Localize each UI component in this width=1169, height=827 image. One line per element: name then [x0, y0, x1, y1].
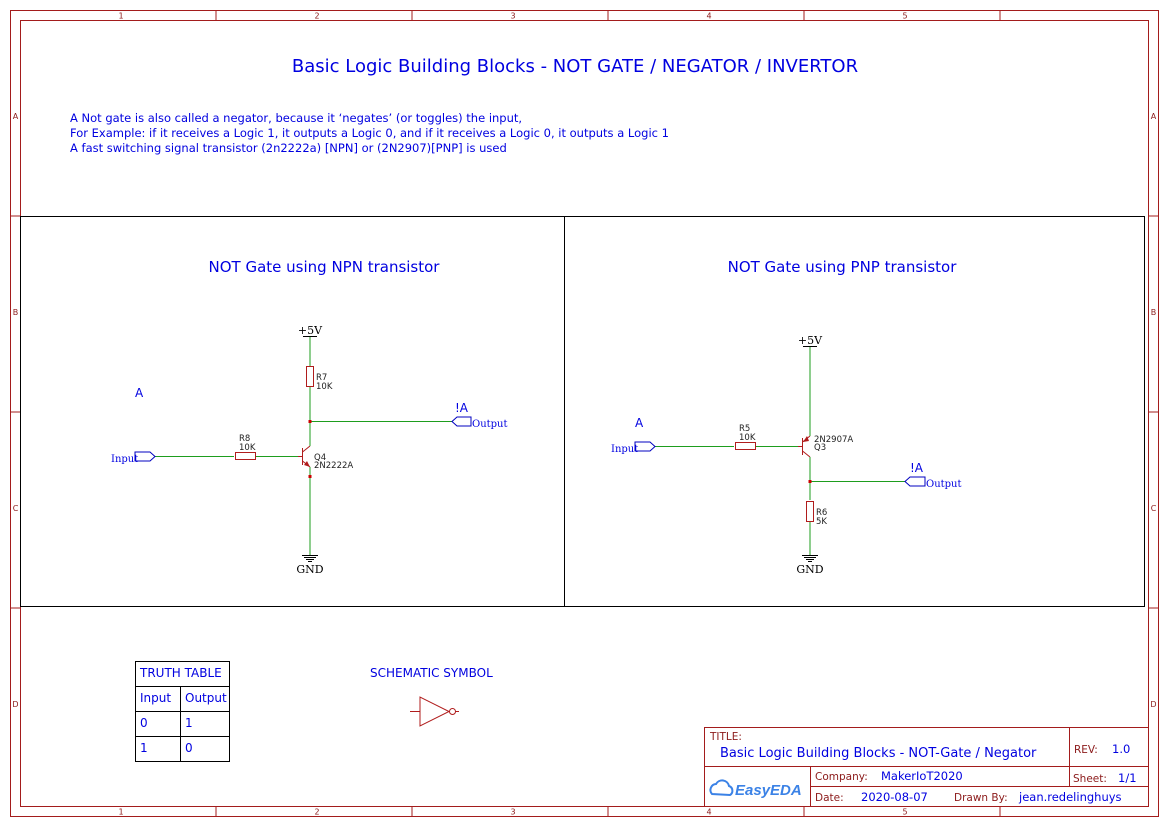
title-block-title: Basic Logic Building Blocks - NOT-Gate / Negator [720, 746, 1037, 761]
npn-input-label: Input [111, 454, 139, 465]
npn-r8-value: 10K [239, 443, 256, 453]
description-line-3: A fast switching signal transistor (2n2222a) [NPN] or (2N2907)[PNP] is used [70, 141, 507, 155]
col-label-bottom-2: 2 [314, 807, 320, 817]
pnp-gnd-symbol [802, 556, 818, 562]
truth-table-header-output: Output [185, 691, 227, 705]
pnp-r6-resistor [807, 502, 814, 522]
npn-output-label: Output [472, 419, 508, 430]
pnp-input-label: Input [611, 444, 639, 455]
title-block-sheet: 1/1 [1118, 771, 1137, 785]
pnp-q3-value: 2N2907A [814, 435, 854, 445]
truth-table-cell: 0 [140, 716, 148, 730]
npn-output-port [452, 417, 471, 426]
npn-gnd-symbol [302, 556, 318, 562]
pnp-r5-value: 10K [739, 433, 756, 443]
row-label-left-d: D [12, 700, 19, 709]
row-label-right-b: B [1150, 308, 1157, 317]
pnp-heading: NOT Gate using PNP transistor [727, 258, 957, 276]
title-block [705, 728, 1149, 807]
npn-r8-ref: R8 [239, 434, 251, 444]
pnp-r5-resistor [736, 443, 756, 450]
npn-q4-value: 2N2222A [314, 461, 354, 471]
npn-r8-resistor [236, 453, 256, 460]
title-block-company: MakerIoT2020 [881, 769, 963, 783]
schematic-symbol-caption: SCHEMATIC SYMBOL [370, 666, 493, 680]
col-label-top-5: 5 [902, 11, 908, 21]
pnp-output-tag: !A [910, 461, 924, 475]
easyeda-logo [710, 780, 801, 799]
title-block-company-label: Company: [815, 771, 868, 783]
row-label-right-a: A [1150, 112, 1157, 121]
col-label-bottom-4: 4 [706, 807, 712, 817]
title-block-title-label: TITLE: [710, 731, 742, 743]
npn-gnd-label: GND [296, 563, 324, 576]
npn-output-tag: !A [455, 401, 469, 415]
description-line-1: A Not gate is also called a negator, because it ‘negates’ (or toggles) the input, [70, 111, 523, 125]
pnp-input-tag: A [635, 416, 644, 430]
sheet-title: Basic Logic Building Blocks - NOT GATE / NEGATOR / INVERTOR [291, 56, 859, 77]
npn-junction-emitter [309, 475, 312, 478]
npn-circuit [111, 258, 508, 576]
truth-table-header-input: Input [140, 691, 172, 705]
title-block-drawn-label: Drawn By: [954, 792, 1008, 804]
pnp-output-port [905, 477, 925, 486]
not-gate-symbol [370, 666, 493, 726]
pnp-output-label: Output [926, 479, 962, 490]
cloud-icon [710, 780, 732, 795]
truth-table-title: TRUTH TABLE [140, 666, 222, 680]
row-label-left-a: A [12, 112, 19, 121]
col-label-bottom-5: 5 [902, 807, 908, 817]
col-label-top-2: 2 [314, 11, 320, 21]
row-label-right-c: C [1150, 504, 1157, 513]
title-block-rev: 1.0 [1112, 742, 1131, 756]
npn-r7-resistor [307, 367, 314, 387]
col-label-top-4: 4 [706, 11, 712, 21]
row-label-left-c: C [12, 504, 19, 513]
pnp-gnd-label: GND [796, 563, 824, 576]
truth-table [136, 662, 230, 762]
pnp-r6-ref: R6 [816, 508, 828, 518]
row-label-left-b: B [12, 308, 19, 317]
title-block-drawn-by: jean.redelinghuys [1019, 790, 1122, 804]
pnp-r5-ref: R5 [739, 424, 751, 434]
not-gate-triangle-icon [420, 697, 449, 726]
npn-r7-value: 10K [316, 382, 333, 392]
truth-table-cell: 1 [185, 716, 193, 730]
pnp-vcc-label: +5V [797, 334, 823, 347]
truth-table-cell: 1 [140, 741, 148, 755]
title-block-date-label: Date: [815, 792, 844, 804]
pnp-circuit [611, 258, 962, 576]
title-block-date: 2020-08-07 [861, 790, 928, 804]
description-line-2: For Example: if it receives a Logic 1, it outputs a Logic 0, and if it receives a Logic 0, it outputs a Logic 1 [70, 126, 669, 140]
pnp-r6-value: 5K [816, 517, 827, 527]
npn-emitter-arrow [304, 461, 310, 467]
logo-text: EasyEDA [735, 782, 802, 799]
title-block-sheet-label: Sheet: [1073, 773, 1107, 785]
npn-input-tag: A [135, 386, 144, 400]
row-label-right-d: D [1150, 700, 1157, 709]
pnp-q3-ref: Q3 [814, 443, 827, 453]
col-label-top-3: 3 [510, 11, 516, 21]
pnp-junction-output [809, 480, 812, 483]
col-label-top-1: 1 [118, 11, 124, 21]
not-gate-bubble-icon [450, 709, 456, 715]
col-label-bottom-3: 3 [510, 807, 516, 817]
npn-r7-ref: R7 [316, 373, 328, 383]
title-block-rev-label: REV: [1074, 744, 1098, 756]
col-label-bottom-1: 1 [118, 807, 124, 817]
npn-vcc-label: +5V [297, 324, 323, 337]
npn-heading: NOT Gate using NPN transistor [208, 258, 440, 276]
npn-q4-ref: Q4 [314, 453, 327, 463]
truth-table-cell: 0 [185, 741, 193, 755]
npn-junction-collector [309, 420, 312, 423]
